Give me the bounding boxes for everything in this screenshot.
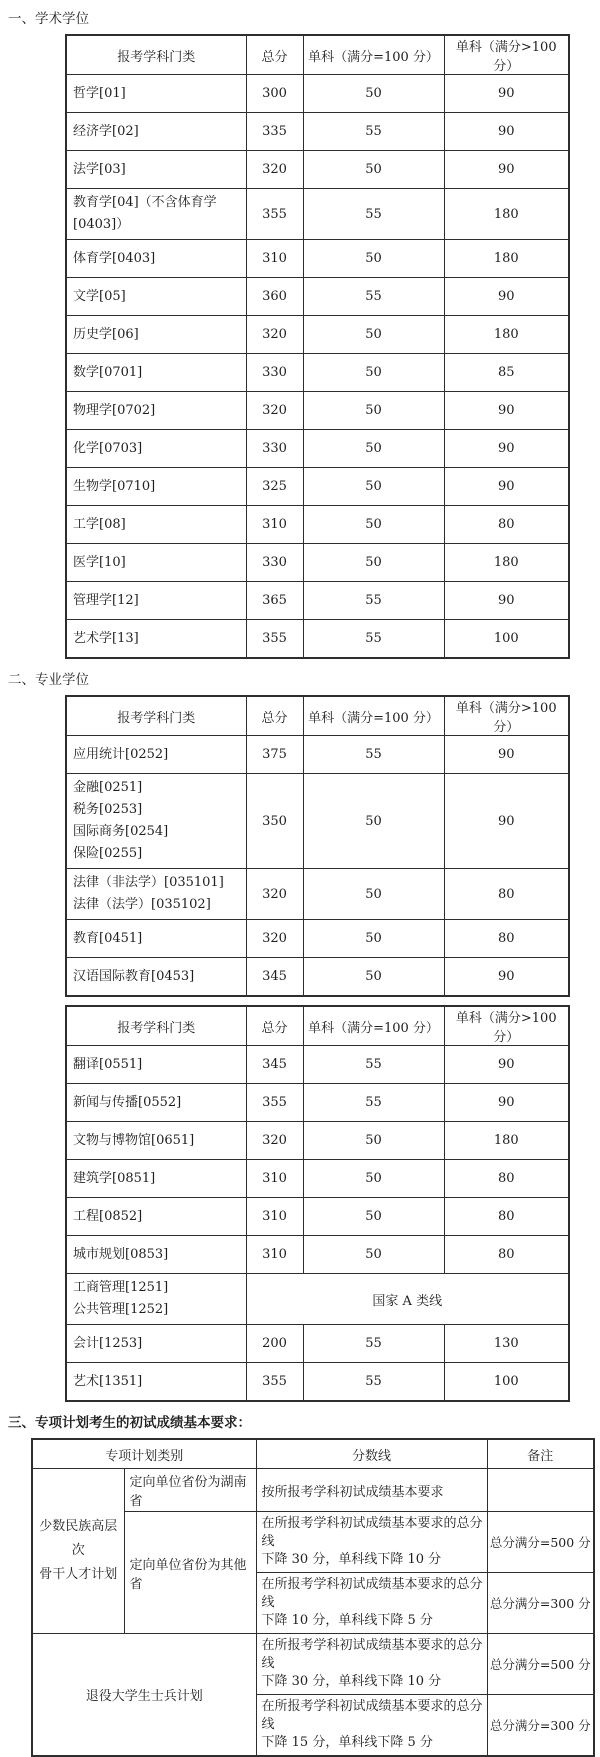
subject-line: 体育学[0403] [73, 250, 156, 266]
score-cell: 50 [303, 151, 444, 189]
table-row [66, 75, 569, 113]
score-cell: 310 [246, 1236, 303, 1274]
table-row [66, 278, 569, 316]
subject-cell [66, 1236, 246, 1274]
score-cell: 330 [246, 430, 303, 468]
score-cell: 200 [246, 1325, 303, 1363]
score-cell: 55 [303, 1325, 444, 1363]
score-cell: 90 [444, 75, 569, 113]
score-cell: 50 [303, 920, 444, 958]
table-row [66, 430, 569, 468]
table-row [66, 1198, 569, 1236]
score-cell: 50 [303, 430, 444, 468]
score-cell: 80 [444, 1198, 569, 1236]
score-line-cell [256, 1695, 487, 1757]
score-cell: 320 [246, 392, 303, 430]
score-cell: 320 [246, 869, 303, 920]
remark-cell: 总分满分=300 分 [487, 1695, 594, 1757]
remark-cell [487, 1469, 594, 1512]
section-heading-professional: 二、专业学位 [8, 672, 89, 688]
score-cell: 50 [303, 506, 444, 544]
score-line-text: 下降 15 分，单科线下降 5 分 [261, 1735, 433, 1750]
score-cell: 50 [303, 869, 444, 920]
score-cell: 90 [444, 151, 569, 189]
column-header-single-gt100: 单科（满分>100 分） [444, 1006, 569, 1046]
column-header-total: 总分 [246, 696, 303, 736]
score-cell: 90 [444, 1084, 569, 1122]
score-line-cell [256, 1634, 487, 1695]
subject-line: 医学[10] [73, 554, 126, 570]
subject-cell [66, 430, 246, 468]
score-cell: 85 [444, 354, 569, 392]
table-row [66, 151, 569, 189]
table-row [66, 582, 569, 620]
score-cell: 55 [303, 189, 444, 240]
subject-cell [66, 1363, 246, 1402]
table-row [66, 1122, 569, 1160]
table-row [66, 1363, 569, 1402]
veteran-plan-cell: 退役大学生士兵计划 [32, 1634, 256, 1757]
score-cell: 50 [303, 468, 444, 506]
score-line-text: 在所报考学科初试成绩基本要求的总分线 [261, 1516, 483, 1549]
subject-line: 文学[05] [73, 288, 126, 304]
subject-line: 公共管理[1252] [73, 1302, 169, 1317]
table-row [66, 774, 569, 869]
column-header-score-line: 分数线 [256, 1439, 487, 1469]
score-cell: 100 [444, 620, 569, 659]
score-cell: 55 [303, 113, 444, 151]
score-cell: 50 [303, 75, 444, 113]
subject-cell [66, 468, 246, 506]
score-cell: 50 [303, 774, 444, 869]
column-header-subject: 报考学科门类 [66, 35, 246, 75]
score-cell: 310 [246, 506, 303, 544]
score-cell: 345 [246, 1046, 303, 1084]
subject-cell [66, 620, 246, 659]
score-cell: 50 [303, 544, 444, 582]
table-row [66, 354, 569, 392]
directed-other-cell: 定向单位省份为其他省 [124, 1512, 256, 1634]
table-row [66, 869, 569, 920]
table-row [66, 240, 569, 278]
subject-line: 物理学[0702] [73, 402, 156, 418]
subject-line: 管理学[12] [73, 592, 139, 608]
table-row [66, 736, 569, 774]
table-row [66, 958, 569, 997]
subject-cell [66, 1325, 246, 1363]
subject-line: 国际商务[0254] [73, 824, 169, 839]
academic-degree-table [65, 34, 570, 659]
score-cell: 355 [246, 1363, 303, 1402]
score-line-cell: 按所报考学科初试成绩基本要求 [256, 1469, 487, 1512]
score-line-text: 下降 10 分，单科线下降 5 分 [261, 1613, 433, 1628]
subject-line: 汉语国际教育[0453] [73, 968, 195, 984]
table-row [66, 620, 569, 659]
subject-line: 历史学[06] [73, 326, 139, 342]
column-header-total: 总分 [246, 1006, 303, 1046]
score-cell: 55 [303, 620, 444, 659]
table-row [66, 1274, 569, 1325]
subject-cell [66, 920, 246, 958]
subject-cell [66, 316, 246, 354]
subject-cell [66, 392, 246, 430]
table-row [66, 544, 569, 582]
subject-cell [66, 75, 246, 113]
table-row [66, 316, 569, 354]
score-cell: 50 [303, 354, 444, 392]
table-header-row [66, 1006, 569, 1046]
table-row [66, 113, 569, 151]
minority-plan-line: 骨干人才计划 [39, 1567, 118, 1582]
score-cell: 50 [303, 958, 444, 997]
minority-plan-line: 少数民族高层次 [39, 1519, 118, 1558]
subject-cell [66, 278, 246, 316]
subject-line: 工商管理[1251] [73, 1280, 169, 1295]
score-cell: 325 [246, 468, 303, 506]
table-row [66, 506, 569, 544]
score-line-cell [256, 1573, 487, 1634]
score-cell: 55 [303, 582, 444, 620]
table-row [66, 1160, 569, 1198]
score-cell: 55 [303, 278, 444, 316]
table-row [66, 189, 569, 240]
subject-line: 应用统计[0252] [73, 746, 169, 762]
score-cell: 50 [303, 240, 444, 278]
score-cell: 50 [303, 1198, 444, 1236]
score-line-text: 在所报考学科初试成绩基本要求的总分线 [261, 1638, 483, 1671]
score-cell: 50 [303, 392, 444, 430]
score-cell: 310 [246, 1198, 303, 1236]
score-cell: 90 [444, 430, 569, 468]
score-cell: 80 [444, 869, 569, 920]
column-header-remark: 备注 [487, 1439, 594, 1469]
table-header-row [66, 35, 569, 75]
score-cell: 90 [444, 1046, 569, 1084]
table-row [66, 1084, 569, 1122]
subject-cell [66, 113, 246, 151]
table-row [66, 468, 569, 506]
score-cell: 80 [444, 920, 569, 958]
score-cell: 50 [303, 1160, 444, 1198]
table-row [66, 920, 569, 958]
score-cell: 180 [444, 1122, 569, 1160]
column-header-single-gt100: 单科（满分>100 分） [444, 35, 569, 75]
subject-cell [66, 1274, 246, 1325]
score-cell: 360 [246, 278, 303, 316]
score-cell: 100 [444, 1363, 569, 1402]
score-cell: 350 [246, 774, 303, 869]
score-cell: 320 [246, 1122, 303, 1160]
score-cell: 80 [444, 1160, 569, 1198]
score-line-text: 在所报考学科初试成绩基本要求的总分线 [261, 1577, 483, 1610]
table-header-row [32, 1439, 594, 1469]
special-plan-table [31, 1438, 595, 1757]
score-cell: 55 [303, 1084, 444, 1122]
subject-line: 法律（非法学）[035101] [73, 875, 224, 890]
score-cell: 320 [246, 316, 303, 354]
score-cell: 90 [444, 468, 569, 506]
column-header-single-eq100: 单科（满分=100 分） [303, 35, 444, 75]
score-cell: 310 [246, 1160, 303, 1198]
score-cell: 90 [444, 774, 569, 869]
subject-cell [66, 189, 246, 240]
score-cell: 330 [246, 354, 303, 392]
subject-cell [66, 1198, 246, 1236]
subject-line: 建筑学[0851] [73, 1170, 156, 1186]
score-cell: 50 [303, 316, 444, 354]
score-cell: 365 [246, 582, 303, 620]
subject-cell [66, 1046, 246, 1084]
subject-line: 数学[0701] [73, 364, 143, 380]
subject-line: 会计[1253] [73, 1335, 143, 1351]
score-cell: 130 [444, 1325, 569, 1363]
score-cell: 55 [303, 1363, 444, 1402]
section-heading-academic: 一、学术学位 [8, 11, 89, 27]
score-cell: 375 [246, 736, 303, 774]
subject-cell [66, 544, 246, 582]
merged-national-line-cell: 国家 A 类线 [246, 1274, 569, 1325]
score-cell: 90 [444, 958, 569, 997]
score-cell: 90 [444, 582, 569, 620]
score-cell: 55 [303, 736, 444, 774]
table-row [32, 1634, 594, 1695]
score-cell: 180 [444, 544, 569, 582]
score-cell: 335 [246, 113, 303, 151]
score-cell: 50 [303, 1236, 444, 1274]
score-cell: 320 [246, 920, 303, 958]
score-cell: 180 [444, 189, 569, 240]
remark-cell: 总分满分=500 分 [487, 1512, 594, 1573]
subject-cell [66, 582, 246, 620]
score-cell: 90 [444, 736, 569, 774]
subject-cell [66, 869, 246, 920]
score-line-text: 下降 30 分，单科线下降 10 分 [261, 1674, 442, 1689]
subject-line: 经济学[02] [73, 123, 139, 139]
subject-cell [66, 354, 246, 392]
subject-line: 翻译[0551] [73, 1056, 143, 1072]
subject-cell [66, 958, 246, 997]
subject-cell [66, 151, 246, 189]
score-cell: 345 [246, 958, 303, 997]
column-header-plan-category: 专项计划类别 [32, 1439, 256, 1469]
subject-cell [66, 736, 246, 774]
table-row [32, 1469, 594, 1512]
subject-line: 法学[03] [73, 161, 126, 177]
subject-line: 化学[0703] [73, 440, 143, 456]
subject-line: 哲学[01] [73, 85, 126, 101]
subject-cell [66, 506, 246, 544]
score-cell: 355 [246, 620, 303, 659]
subject-line: 教育学[04]（不含体育学[0403]） [73, 195, 217, 232]
score-cell: 90 [444, 113, 569, 151]
score-cell: 55 [303, 1046, 444, 1084]
score-cell: 80 [444, 1236, 569, 1274]
column-header-single-eq100: 单科（满分=100 分） [303, 696, 444, 736]
score-line-text: 在所报考学科初试成绩基本要求的总分线 [261, 1699, 483, 1732]
score-line-cell [256, 1512, 487, 1573]
score-cell: 180 [444, 316, 569, 354]
score-cell: 50 [303, 1122, 444, 1160]
score-cell: 330 [246, 544, 303, 582]
remark-cell: 总分满分=500 分 [487, 1634, 594, 1695]
subject-cell [66, 1122, 246, 1160]
score-cell: 355 [246, 1084, 303, 1122]
score-line-text: 下降 30 分，单科线下降 10 分 [261, 1552, 442, 1567]
subject-line: 法律（法学）[035102] [73, 897, 211, 912]
minority-plan-cell [32, 1469, 124, 1634]
subject-line: 艺术学[13] [73, 630, 139, 646]
score-cell: 355 [246, 189, 303, 240]
subject-cell [66, 1084, 246, 1122]
score-cell: 80 [444, 506, 569, 544]
score-cell: 320 [246, 151, 303, 189]
table-row [66, 1325, 569, 1363]
table-row [66, 392, 569, 430]
remark-cell: 总分满分=300 分 [487, 1573, 594, 1634]
score-cell: 90 [444, 392, 569, 430]
column-header-subject: 报考学科门类 [66, 1006, 246, 1046]
subject-cell [66, 774, 246, 869]
table-header-row [66, 696, 569, 736]
column-header-subject: 报考学科门类 [66, 696, 246, 736]
subject-line: 工学[08] [73, 516, 126, 532]
subject-line: 税务[0253] [73, 802, 143, 817]
subject-line: 保险[0255] [73, 846, 143, 861]
score-cell: 90 [444, 278, 569, 316]
subject-line: 城市规划[0853] [73, 1246, 169, 1262]
column-header-single-gt100: 单科（满分>100 分） [444, 696, 569, 736]
section-heading-special: 三、专项计划考生的初试成绩基本要求： [8, 1415, 251, 1431]
professional-degree-table-1 [65, 695, 570, 997]
subject-line: 新闻与传播[0552] [73, 1094, 182, 1110]
score-cell: 300 [246, 75, 303, 113]
subject-line: 工程[0852] [73, 1208, 143, 1224]
subject-line: 教育[0451] [73, 930, 143, 946]
subject-line: 艺术[1351] [73, 1373, 143, 1389]
table-row [66, 1046, 569, 1084]
subject-line: 金融[0251] [73, 780, 143, 795]
column-header-single-eq100: 单科（满分=100 分） [303, 1006, 444, 1046]
score-cell: 310 [246, 240, 303, 278]
subject-cell [66, 1160, 246, 1198]
professional-degree-table-2 [65, 1005, 570, 1402]
column-header-total: 总分 [246, 35, 303, 75]
directed-hunan-cell: 定向单位省份为湖南省 [124, 1469, 256, 1512]
subject-line: 生物学[0710] [73, 478, 156, 494]
score-cell: 180 [444, 240, 569, 278]
subject-line: 文物与博物馆[0651] [73, 1132, 195, 1148]
table-row [66, 1236, 569, 1274]
subject-cell [66, 240, 246, 278]
